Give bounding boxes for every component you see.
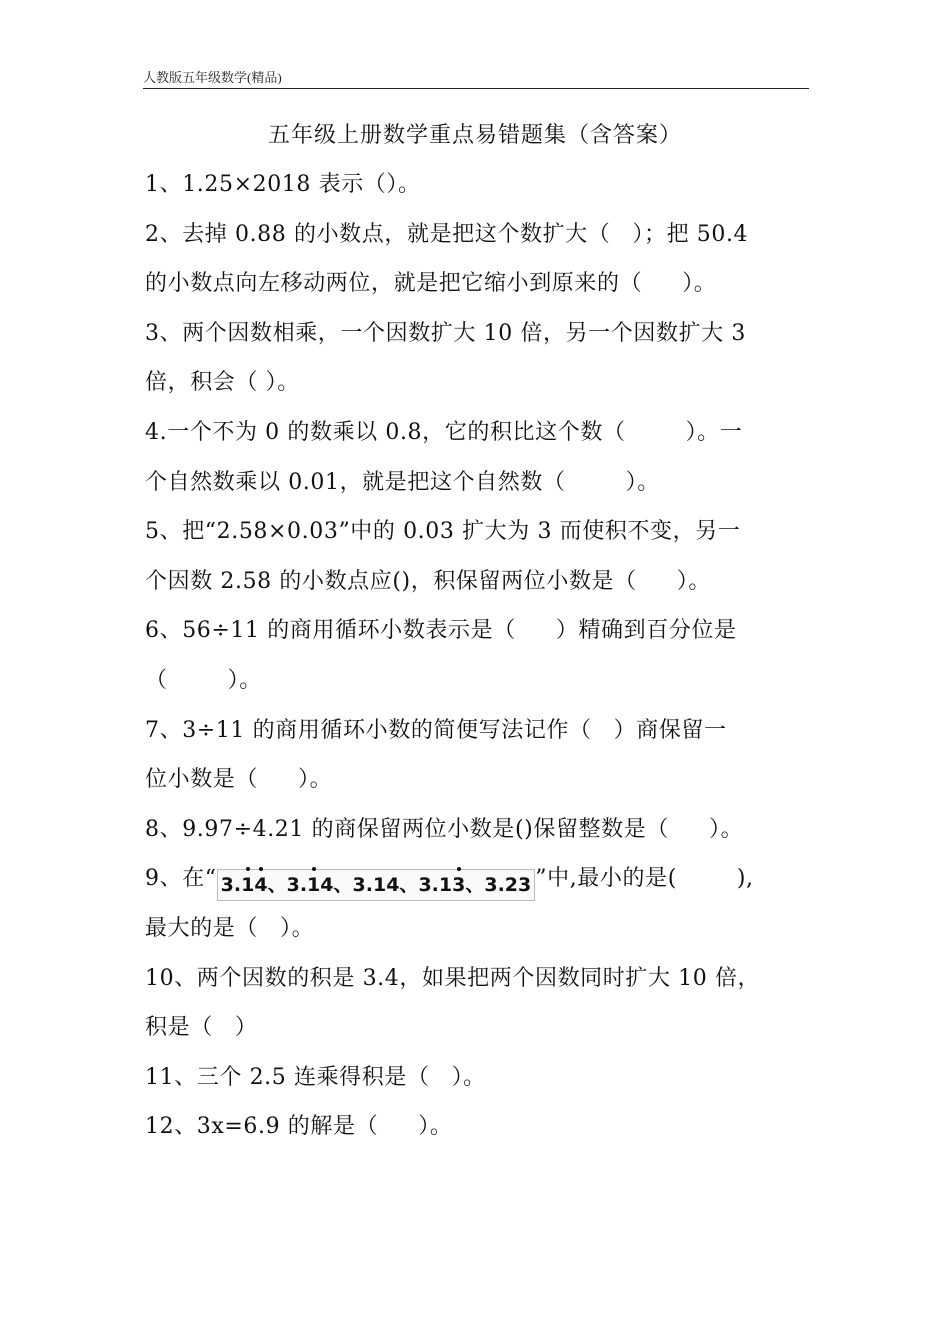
question-9-line-2: 最大的是（ ）。 (145, 915, 315, 941)
question-5-line-1: 5、把“2.58×0.03”中的 0.03 扩大为 3 而使积不变，另一 (145, 519, 741, 545)
repeating-dot-digit: 4 (254, 870, 267, 900)
question-10-line-1: 10、两个因数的积是 3.4，如果把两个因数同时扩大 10 倍， (145, 965, 761, 991)
question-6-line-2: （ ）。 (145, 667, 262, 693)
question-12: 12、3x=6.9 的解是（ ）。 (145, 1114, 453, 1140)
question-3-line-1: 3、两个因数相乘，一个因数扩大 10 倍，另一个因数扩大 3 (145, 320, 746, 346)
question-3-line-2: 倍，积会（ ）。 (145, 370, 300, 396)
question-5-line-2: 个因数 2.58 的小数点应()，积保留两位小数是（ ）。 (145, 568, 711, 594)
page-header (143, 70, 809, 89)
repeating-decimal-list: 3.14、3.14、3.14、3.13、3.23 (217, 869, 536, 901)
document-title: 五年级上册数学重点易错题集（含答案） (267, 123, 682, 148)
question-10-line-2: 积是（ ） (145, 1015, 258, 1041)
repeating-dot-digit: 3 (452, 870, 465, 900)
question-6-line-1: 6、56÷11 的商用循环小数表示是（ ）精确到百分位是 (145, 618, 737, 644)
question-8: 8、9.97÷4.21 的商保留两位小数是()保留整数是（ ）。 (145, 816, 744, 842)
question-4-line-2: 个自然数乘以 0.01，就是把这个自然数（ ）。 (145, 469, 660, 495)
question-1: 1、1.25×2018 表示（）。 (145, 172, 421, 197)
question-2-line-1: 2、去掉 0.88 的小数点，就是把这个数扩大（ ）；把 50.4 (145, 221, 749, 247)
question-7-line-1: 7、3÷11 的商用循环小数的简便写法记作（ ）商保留一 (145, 717, 727, 743)
question-7-line-2: 位小数是（ ）。 (145, 767, 333, 793)
header-text: 人教版五年级数学(精品) (143, 70, 282, 85)
question-9-line-1: 9、在“ 3.14、3.14、3.14、3.13、3.23 ”中,最小的是( ), (145, 854, 810, 904)
repeating-dot-digit: 1 (307, 870, 320, 900)
question-4-line-1: 4.一个不为 0 的数乘以 0.8，它的积比这个数（ ）。一 (145, 419, 743, 445)
question-list (145, 160, 810, 1152)
question-11: 11、三个 2.5 连乘得积是（ ）。 (145, 1064, 486, 1090)
repeating-dot-digit: 1 (241, 870, 254, 900)
question-2-line-2: 的小数点向左移动两位，就是把它缩小到原来的（ ）。 (145, 271, 717, 297)
